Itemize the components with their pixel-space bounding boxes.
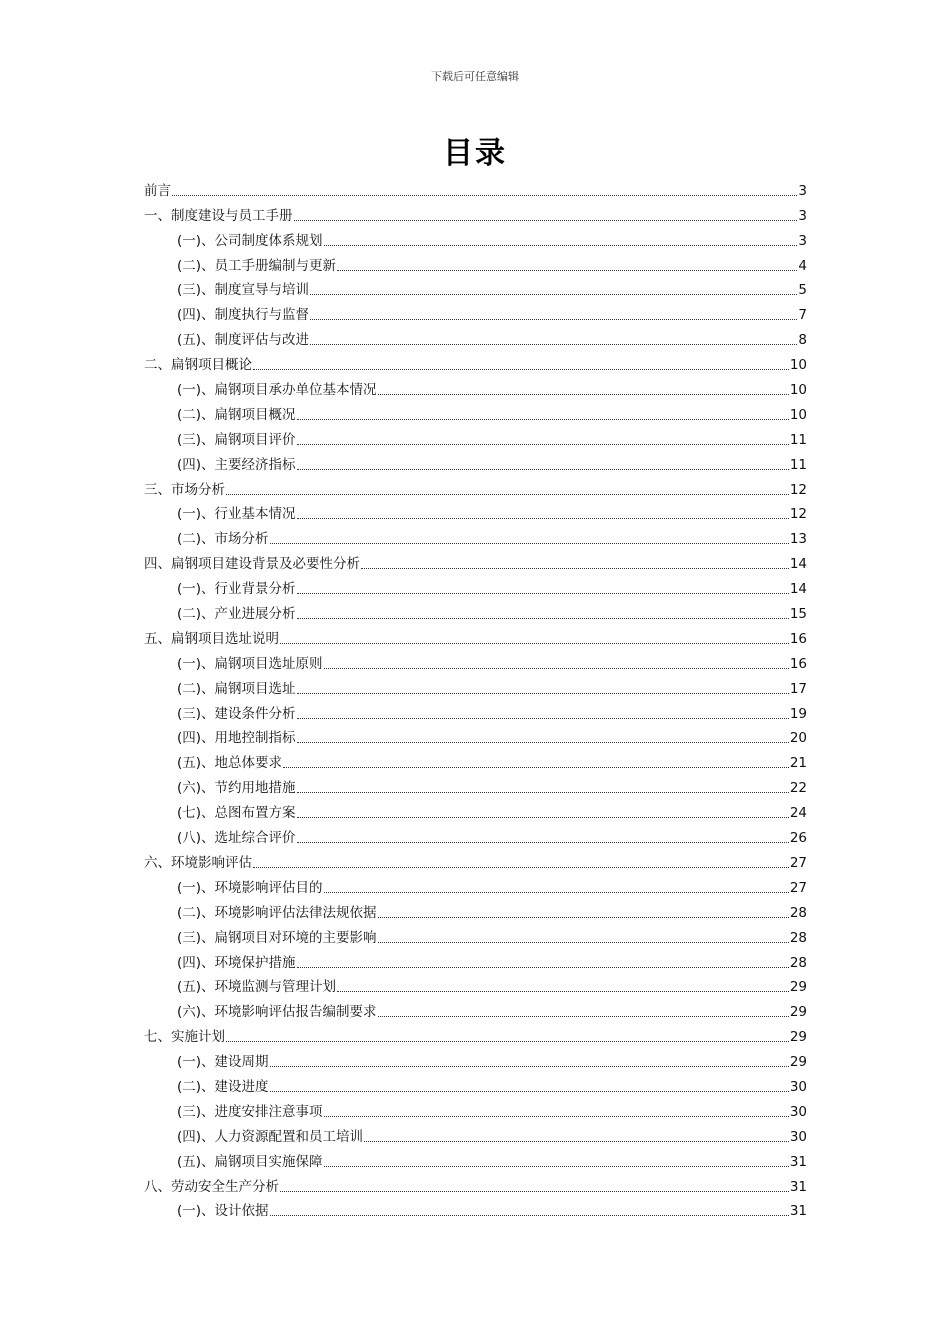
- toc-dot-leader: [297, 692, 789, 694]
- toc-entry-label: (四)、环境保护措施: [177, 954, 296, 971]
- toc-dot-leader: [226, 1040, 789, 1042]
- toc-entry-label: (四)、制度执行与监督: [177, 307, 310, 324]
- toc-entry[interactable]: [144, 1046, 807, 1071]
- toc-dot-leader: [364, 1140, 789, 1142]
- toc-dot-leader: [283, 766, 789, 768]
- toc-dot-leader: [324, 1165, 789, 1167]
- toc-entry[interactable]: [144, 897, 807, 922]
- toc-entry[interactable]: [144, 175, 807, 200]
- toc-entry-label: (二)、建设进度: [177, 1078, 269, 1095]
- toc-entry-page: 14: [789, 581, 807, 598]
- toc-dot-leader: [297, 617, 789, 619]
- toc-entry[interactable]: [144, 723, 807, 748]
- toc-entry-page: 15: [789, 606, 807, 623]
- toc-entry-page: 17: [789, 680, 807, 697]
- toc-dot-leader: [378, 393, 789, 395]
- toc-entry-page: 22: [789, 780, 807, 797]
- toc-dot-leader: [294, 219, 798, 221]
- toc-dot-leader: [297, 791, 789, 793]
- toc-entry-label: 八、劳动安全生产分析: [144, 1178, 279, 1195]
- toc-entry-page: 3: [798, 232, 807, 249]
- toc-entry-page: 14: [789, 556, 807, 573]
- toc-entry[interactable]: [144, 374, 807, 399]
- toc-entry-label: 五、扁钢项目选址说明: [144, 630, 279, 647]
- page-title: 目录: [443, 136, 507, 171]
- toc-entry-label: 二、扁钢项目概论: [144, 357, 252, 374]
- toc-entry[interactable]: [144, 1071, 807, 1096]
- toc-entry-page: 28: [789, 929, 807, 946]
- toc-entry-page: 16: [789, 655, 807, 672]
- toc-entry-page: 26: [789, 830, 807, 847]
- toc-entry-label: (一)、建设周期: [177, 1054, 269, 1071]
- toc-entry[interactable]: [144, 1196, 807, 1221]
- toc-entry-page: 31: [789, 1203, 807, 1220]
- toc-entry[interactable]: [144, 872, 807, 897]
- toc-entry-page: 28: [789, 904, 807, 921]
- toc-dot-leader: [172, 194, 797, 196]
- toc-entry-page: 12: [789, 506, 807, 523]
- toc-entry-label: (五)、扁钢项目实施保障: [177, 1153, 323, 1170]
- toc-entry[interactable]: [144, 1121, 807, 1146]
- toc-entry-label: (四)、用地控制指标: [177, 730, 296, 747]
- toc-entry[interactable]: [144, 399, 807, 424]
- toc-entry-label: (六)、环境影响评估报告编制要求: [177, 1004, 377, 1021]
- toc-entry-page: 3: [798, 207, 807, 224]
- toc-entry-page: 3: [798, 182, 807, 199]
- toc-entry-page: 11: [789, 431, 807, 448]
- toc-dot-leader: [297, 966, 789, 968]
- toc-entry-label: 前言: [144, 182, 171, 199]
- toc-entry[interactable]: [144, 324, 807, 349]
- toc-entry-label: (三)、制度宣导与培训: [177, 282, 310, 299]
- toc-entry-label: (六)、节约用地措施: [177, 780, 296, 797]
- toc-dot-leader: [337, 990, 789, 992]
- toc-entry-page: 8: [798, 332, 807, 349]
- toc-dot-leader: [297, 468, 789, 470]
- toc-dot-leader: [297, 443, 789, 445]
- toc-entry-page: 29: [789, 1004, 807, 1021]
- toc-entry-label: (一)、行业基本情况: [177, 506, 296, 523]
- toc-entry[interactable]: [144, 1146, 807, 1171]
- toc-entry-page: 28: [789, 954, 807, 971]
- toc-entry-label: (二)、环境影响评估法律法规依据: [177, 904, 377, 921]
- toc-dot-leader: [297, 816, 789, 818]
- toc-dot-leader: [324, 667, 789, 669]
- toc-entry-page: 29: [789, 979, 807, 996]
- toc-dot-leader: [361, 567, 789, 569]
- toc-dot-leader: [337, 269, 797, 271]
- toc-entry-label: (三)、扁钢项目评价: [177, 431, 296, 448]
- toc-entry-label: (四)、主要经济指标: [177, 456, 296, 473]
- toc-entry-label: (一)、行业背景分析: [177, 581, 296, 598]
- toc-entry[interactable]: [144, 200, 807, 225]
- toc-dot-leader: [297, 592, 789, 594]
- toc-entry[interactable]: [144, 250, 807, 275]
- toc-entry-label: (一)、扁钢项目承办单位基本情况: [177, 382, 377, 399]
- toc-dot-leader: [310, 343, 797, 345]
- toc-entry-page: 31: [789, 1178, 807, 1195]
- toc-entry[interactable]: [144, 349, 807, 374]
- toc-entry-label: 四、扁钢项目建设背景及必要性分析: [144, 556, 360, 573]
- toc-entry-page: 27: [789, 879, 807, 896]
- toc-entry-page: 31: [789, 1153, 807, 1170]
- toc-entry-page: 24: [789, 805, 807, 822]
- toc-entry-page: 10: [789, 406, 807, 423]
- toc-dot-leader: [270, 1214, 789, 1216]
- toc-entry-page: 29: [789, 1054, 807, 1071]
- toc-entry-label: 一、制度建设与员工手册: [144, 207, 293, 224]
- toc-entry-label: (五)、地总体要求: [177, 755, 283, 772]
- toc-entry[interactable]: [144, 673, 807, 698]
- toc-entry-page: 5: [798, 282, 807, 299]
- toc-entry-label: (二)、扁钢项目选址: [177, 680, 296, 697]
- toc-entry-label: 三、市场分析: [144, 481, 225, 498]
- toc-dot-leader: [324, 891, 789, 893]
- toc-entry[interactable]: [144, 548, 807, 573]
- toc-entry-page: 10: [789, 357, 807, 374]
- toc-entry[interactable]: [144, 598, 807, 623]
- toc-entry[interactable]: [144, 947, 807, 972]
- toc-entry-page: 19: [789, 705, 807, 722]
- toc-entry-label: (一)、公司制度体系规划: [177, 232, 323, 249]
- toc-dot-leader: [253, 368, 789, 370]
- toc-entry-page: 11: [789, 456, 807, 473]
- toc-dot-leader: [297, 418, 789, 420]
- toc-entry-page: 30: [789, 1103, 807, 1120]
- toc-entry-page: 16: [789, 630, 807, 647]
- toc-entry-label: (五)、环境监测与管理计划: [177, 979, 337, 996]
- toc-entry-page: 12: [789, 481, 807, 498]
- toc-entry[interactable]: [144, 225, 807, 250]
- toc-entry[interactable]: [144, 847, 807, 872]
- toc-dot-leader: [324, 244, 798, 246]
- toc-entry[interactable]: [144, 424, 807, 449]
- toc-entry[interactable]: [144, 1171, 807, 1196]
- toc-entry[interactable]: [144, 275, 807, 300]
- toc-entry-page: 30: [789, 1078, 807, 1095]
- toc-dot-leader: [378, 1015, 789, 1017]
- toc-dot-leader: [280, 1190, 789, 1192]
- toc-dot-leader: [226, 493, 789, 495]
- toc-dot-leader: [310, 293, 797, 295]
- toc-entry[interactable]: [144, 747, 807, 772]
- toc-entry-label: (五)、制度评估与改进: [177, 332, 310, 349]
- toc-entry[interactable]: [144, 1096, 807, 1121]
- toc-entry[interactable]: [144, 996, 807, 1021]
- toc-dot-leader: [297, 717, 789, 719]
- toc-entry-label: 七、实施计划: [144, 1029, 225, 1046]
- toc-entry-label: (三)、扁钢项目对环境的主要影响: [177, 929, 377, 946]
- toc-entry[interactable]: [144, 623, 807, 648]
- toc-dot-leader: [270, 542, 789, 544]
- toc-entry[interactable]: [144, 822, 807, 847]
- toc-dot-leader: [378, 941, 789, 943]
- toc-entry[interactable]: [144, 449, 807, 474]
- toc-dot-leader: [270, 1090, 789, 1092]
- toc-entry[interactable]: [144, 972, 807, 997]
- toc-entry[interactable]: [144, 499, 807, 524]
- toc-entry-label: (八)、选址综合评价: [177, 830, 296, 847]
- toc-entry-label: (七)、总图布置方案: [177, 805, 296, 822]
- toc-entry-label: (一)、环境影响评估目的: [177, 879, 323, 896]
- toc-entry-page: 27: [789, 854, 807, 871]
- toc-dot-leader: [253, 866, 789, 868]
- toc-dot-leader: [297, 741, 789, 743]
- toc-entry-label: (二)、市场分析: [177, 531, 269, 548]
- toc-entry[interactable]: [144, 299, 807, 324]
- toc-entry-page: 30: [789, 1128, 807, 1145]
- header-note: 下载后可任意编辑: [431, 70, 519, 83]
- toc-entry[interactable]: [144, 523, 807, 548]
- toc-entry[interactable]: [144, 698, 807, 723]
- toc-entry[interactable]: [144, 772, 807, 797]
- toc-dot-leader: [310, 318, 797, 320]
- toc-entry[interactable]: [144, 474, 807, 499]
- toc-dot-leader: [297, 841, 789, 843]
- toc-entry-label: (二)、产业进展分析: [177, 606, 296, 623]
- toc-dot-leader: [280, 642, 789, 644]
- table-of-contents: [144, 175, 807, 1220]
- toc-entry-page: 7: [798, 307, 807, 324]
- toc-entry[interactable]: [144, 922, 807, 947]
- toc-entry[interactable]: [144, 573, 807, 598]
- toc-entry-label: (二)、员工手册编制与更新: [177, 257, 337, 274]
- toc-entry[interactable]: [144, 648, 807, 673]
- toc-entry-page: 29: [789, 1029, 807, 1046]
- toc-dot-leader: [324, 1115, 789, 1117]
- toc-entry[interactable]: [144, 1021, 807, 1046]
- toc-entry-label: (三)、建设条件分析: [177, 705, 296, 722]
- toc-entry-label: (一)、扁钢项目选址原则: [177, 655, 323, 672]
- toc-entry-label: (二)、扁钢项目概况: [177, 406, 296, 423]
- toc-dot-leader: [378, 916, 789, 918]
- toc-dot-leader: [297, 517, 789, 519]
- toc-entry[interactable]: [144, 797, 807, 822]
- toc-entry-label: (三)、进度安排注意事项: [177, 1103, 323, 1120]
- toc-dot-leader: [270, 1065, 789, 1067]
- toc-entry-page: 20: [789, 730, 807, 747]
- toc-entry-label: (一)、设计依据: [177, 1203, 269, 1220]
- toc-entry-label: (四)、人力资源配置和员工培训: [177, 1128, 364, 1145]
- toc-entry-page: 4: [798, 257, 807, 274]
- toc-entry-page: 13: [789, 531, 807, 548]
- toc-entry-page: 21: [789, 755, 807, 772]
- toc-entry-label: 六、环境影响评估: [144, 854, 252, 871]
- toc-entry-page: 10: [789, 382, 807, 399]
